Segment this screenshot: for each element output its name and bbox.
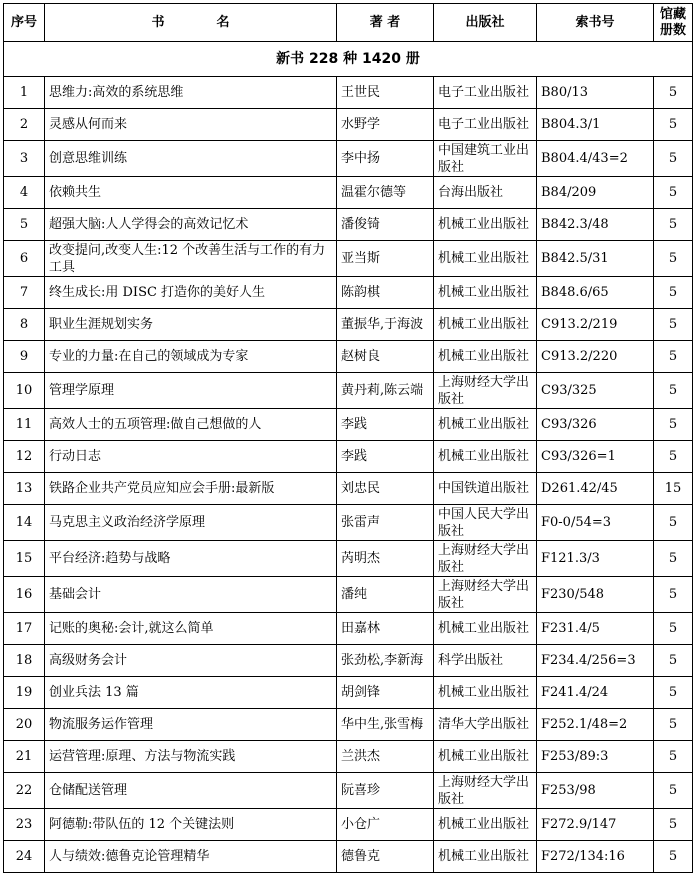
copies-count: 5: [654, 541, 693, 577]
book-publisher: 清华大学出版社: [434, 709, 537, 741]
copies-count: 5: [654, 645, 693, 677]
book-author: 刘忠民: [337, 473, 434, 505]
document-page: [3, 3, 692, 873]
book-author: 芮明杰: [337, 541, 434, 577]
table-row: [4, 613, 693, 645]
row-number: 2: [4, 109, 45, 141]
row-number: 8: [4, 309, 45, 341]
book-title: 依赖共生: [45, 177, 337, 209]
book-author: 兰洪杰: [337, 741, 434, 773]
book-author: 李中扬: [337, 141, 434, 177]
book-title: 物流服务运作管理: [45, 709, 337, 741]
copies-count: 5: [654, 241, 693, 277]
call-number: F231.4/5: [537, 613, 654, 645]
call-number: B804.3/1: [537, 109, 654, 141]
call-number: F230/548: [537, 577, 654, 613]
call-number: C93/326=1: [537, 441, 654, 473]
book-publisher: 中国铁道出版社: [434, 473, 537, 505]
call-number: F0-0/54=3: [537, 505, 654, 541]
copies-count: 5: [654, 709, 693, 741]
book-title: 超强大脑:人人学得会的高效记忆术: [45, 209, 337, 241]
copies-count: 5: [654, 577, 693, 613]
book-publisher: 上海财经大学出版社: [434, 773, 537, 809]
book-author: 潘纯: [337, 577, 434, 613]
table-body: [4, 77, 693, 873]
copies-count: 5: [654, 141, 693, 177]
copies-count: 5: [654, 177, 693, 209]
copies-count: 5: [654, 613, 693, 645]
book-author: 亚当斯: [337, 241, 434, 277]
book-title: 行动日志: [45, 441, 337, 473]
book-publisher: 中国人民大学出版社: [434, 505, 537, 541]
book-publisher: 上海财经大学出版社: [434, 541, 537, 577]
table-row: [4, 177, 693, 209]
row-number: 16: [4, 577, 45, 613]
book-publisher: 机械工业出版社: [434, 613, 537, 645]
row-number: 11: [4, 409, 45, 441]
row-number: 20: [4, 709, 45, 741]
header-author: 著 者: [337, 4, 434, 42]
header-row: [4, 4, 693, 42]
book-title: 铁路企业共产党员应知应会手册:最新版: [45, 473, 337, 505]
book-title: 人与绩效:德鲁克论管理精华: [45, 841, 337, 873]
copies-count: 5: [654, 741, 693, 773]
call-number: B84/209: [537, 177, 654, 209]
book-title: 高效人士的五项管理:做自己想做的人: [45, 409, 337, 441]
table-row: [4, 473, 693, 505]
call-number: B80/13: [537, 77, 654, 109]
call-number: B848.6/65: [537, 277, 654, 309]
copies-count: 5: [654, 677, 693, 709]
book-title: 运营管理:原理、方法与物流实践: [45, 741, 337, 773]
call-number: C93/325: [537, 373, 654, 409]
call-number: F253/98: [537, 773, 654, 809]
call-number: F253/89:3: [537, 741, 654, 773]
table-row: [4, 645, 693, 677]
copies-count: 15: [654, 473, 693, 505]
book-publisher: 上海财经大学出版社: [434, 577, 537, 613]
call-number: B842.3/48: [537, 209, 654, 241]
table-row: [4, 109, 693, 141]
call-number: F121.3/3: [537, 541, 654, 577]
book-title: 创业兵法 13 篇: [45, 677, 337, 709]
book-publisher: 科学出版社: [434, 645, 537, 677]
copies-count: 5: [654, 341, 693, 373]
book-title: 基础会计: [45, 577, 337, 613]
book-publisher: 机械工业出版社: [434, 277, 537, 309]
table-row: [4, 709, 693, 741]
book-author: 李践: [337, 441, 434, 473]
copies-count: 5: [654, 441, 693, 473]
call-number: F252.1/48=2: [537, 709, 654, 741]
row-number: 15: [4, 541, 45, 577]
book-title: 终生成长:用 DISC 打造你的美好人生: [45, 277, 337, 309]
row-number: 5: [4, 209, 45, 241]
book-publisher: 机械工业出版社: [434, 409, 537, 441]
table-row: [4, 441, 693, 473]
book-author: 王世民: [337, 77, 434, 109]
table-row: [4, 741, 693, 773]
row-number: 17: [4, 613, 45, 645]
book-title: 平台经济:趋势与战略: [45, 541, 337, 577]
book-publisher: 电子工业出版社: [434, 109, 537, 141]
table-row: [4, 409, 693, 441]
row-number: 3: [4, 141, 45, 177]
call-number: F272.9/147: [537, 809, 654, 841]
book-publisher: 机械工业出版社: [434, 741, 537, 773]
book-author: 李践: [337, 409, 434, 441]
copies-count: 5: [654, 109, 693, 141]
call-number: F234.4/256=3: [537, 645, 654, 677]
header-publisher: 出版社: [434, 4, 537, 42]
header-title: [45, 4, 337, 42]
call-number: D261.42/45: [537, 473, 654, 505]
book-title: 创意思维训练: [45, 141, 337, 177]
row-number: 14: [4, 505, 45, 541]
copies-count: 5: [654, 409, 693, 441]
row-number: 1: [4, 77, 45, 109]
row-number: 22: [4, 773, 45, 809]
row-number: 4: [4, 177, 45, 209]
book-title: 思维力:高效的系统思维: [45, 77, 337, 109]
table-row: [4, 277, 693, 309]
copies-count: 5: [654, 277, 693, 309]
copies-count: 5: [654, 505, 693, 541]
call-number: C913.2/219: [537, 309, 654, 341]
table-row: [4, 209, 693, 241]
book-publisher: 机械工业出版社: [434, 209, 537, 241]
book-title: 高级财务会计: [45, 645, 337, 677]
table-row: [4, 773, 693, 809]
row-number: 19: [4, 677, 45, 709]
book-title: 管理学原理: [45, 373, 337, 409]
book-author: 胡剑锋: [337, 677, 434, 709]
book-author: 张雷声: [337, 505, 434, 541]
row-number: 21: [4, 741, 45, 773]
header-copies: 馆藏册数: [654, 4, 693, 42]
book-author: 小仓广: [337, 809, 434, 841]
book-title: 仓储配送管理: [45, 773, 337, 809]
copies-count: 5: [654, 209, 693, 241]
row-number: 18: [4, 645, 45, 677]
book-publisher: 机械工业出版社: [434, 809, 537, 841]
book-publisher: 机械工业出版社: [434, 309, 537, 341]
call-number: C913.2/220: [537, 341, 654, 373]
book-publisher: 上海财经大学出版社: [434, 373, 537, 409]
row-number: 6: [4, 241, 45, 277]
book-author: 华中生,张雪梅: [337, 709, 434, 741]
copies-count: 5: [654, 309, 693, 341]
book-author: 黄丹莉,陈云端: [337, 373, 434, 409]
table-row: [4, 541, 693, 577]
copies-count: 5: [654, 373, 693, 409]
book-author: 张劲松,李新海: [337, 645, 434, 677]
row-number: 24: [4, 841, 45, 873]
book-publisher: 机械工业出版社: [434, 341, 537, 373]
book-publisher: 机械工业出版社: [434, 677, 537, 709]
book-title: 马克思主义政治经济学原理: [45, 505, 337, 541]
call-number: C93/326: [537, 409, 654, 441]
row-number: 13: [4, 473, 45, 505]
copies-count: 5: [654, 77, 693, 109]
book-author: 田嘉林: [337, 613, 434, 645]
table-row: [4, 677, 693, 709]
table-row: [4, 77, 693, 109]
book-title: 阿德勒:带队伍的 12 个关键法则: [45, 809, 337, 841]
table-row: [4, 309, 693, 341]
book-publisher: 机械工业出版社: [434, 841, 537, 873]
book-author: 潘俊锜: [337, 209, 434, 241]
book-title: 记账的奥秘:会计,就这么简单: [45, 613, 337, 645]
header-call-number: 索书号: [537, 4, 654, 42]
book-author: 温霍尔德等: [337, 177, 434, 209]
table-row: [4, 809, 693, 841]
book-title: 职业生涯规划实务: [45, 309, 337, 341]
book-author: 阮喜珍: [337, 773, 434, 809]
row-number: 10: [4, 373, 45, 409]
book-publisher: 中国建筑工业出版社: [434, 141, 537, 177]
book-publisher: 机械工业出版社: [434, 441, 537, 473]
table-row: [4, 141, 693, 177]
new-books-table: [3, 3, 693, 873]
copies-count: 5: [654, 773, 693, 809]
table-row: [4, 505, 693, 541]
table-row: [4, 241, 693, 277]
book-publisher: 机械工业出版社: [434, 241, 537, 277]
book-publisher: 电子工业出版社: [434, 77, 537, 109]
copies-count: 5: [654, 841, 693, 873]
call-number: B804.4/43=2: [537, 141, 654, 177]
row-number: 23: [4, 809, 45, 841]
row-number: 7: [4, 277, 45, 309]
book-author: 赵树良: [337, 341, 434, 373]
book-author: 陈韵棋: [337, 277, 434, 309]
call-number: F241.4/24: [537, 677, 654, 709]
book-title: 改变提问,改变人生:12 个改善生活与工作的有力工具: [45, 241, 337, 277]
row-number: 12: [4, 441, 45, 473]
book-author: 董振华,于海波: [337, 309, 434, 341]
table-row: [4, 341, 693, 373]
book-author: 德鲁克: [337, 841, 434, 873]
header-title-label: 书名: [151, 15, 282, 30]
table-title: 新书 228 种 1420 册: [4, 42, 693, 77]
book-title: 灵感从何而来: [45, 109, 337, 141]
book-author: 水野学: [337, 109, 434, 141]
call-number: F272/134:16: [537, 841, 654, 873]
copies-count: 5: [654, 809, 693, 841]
book-publisher: 台海出版社: [434, 177, 537, 209]
call-number: B842.5/31: [537, 241, 654, 277]
table-title-row: [4, 42, 693, 77]
table-row: [4, 373, 693, 409]
book-title: 专业的力量:在自己的领域成为专家: [45, 341, 337, 373]
header-no: 序号: [4, 4, 45, 42]
row-number: 9: [4, 341, 45, 373]
table-row: [4, 841, 693, 873]
table-row: [4, 577, 693, 613]
